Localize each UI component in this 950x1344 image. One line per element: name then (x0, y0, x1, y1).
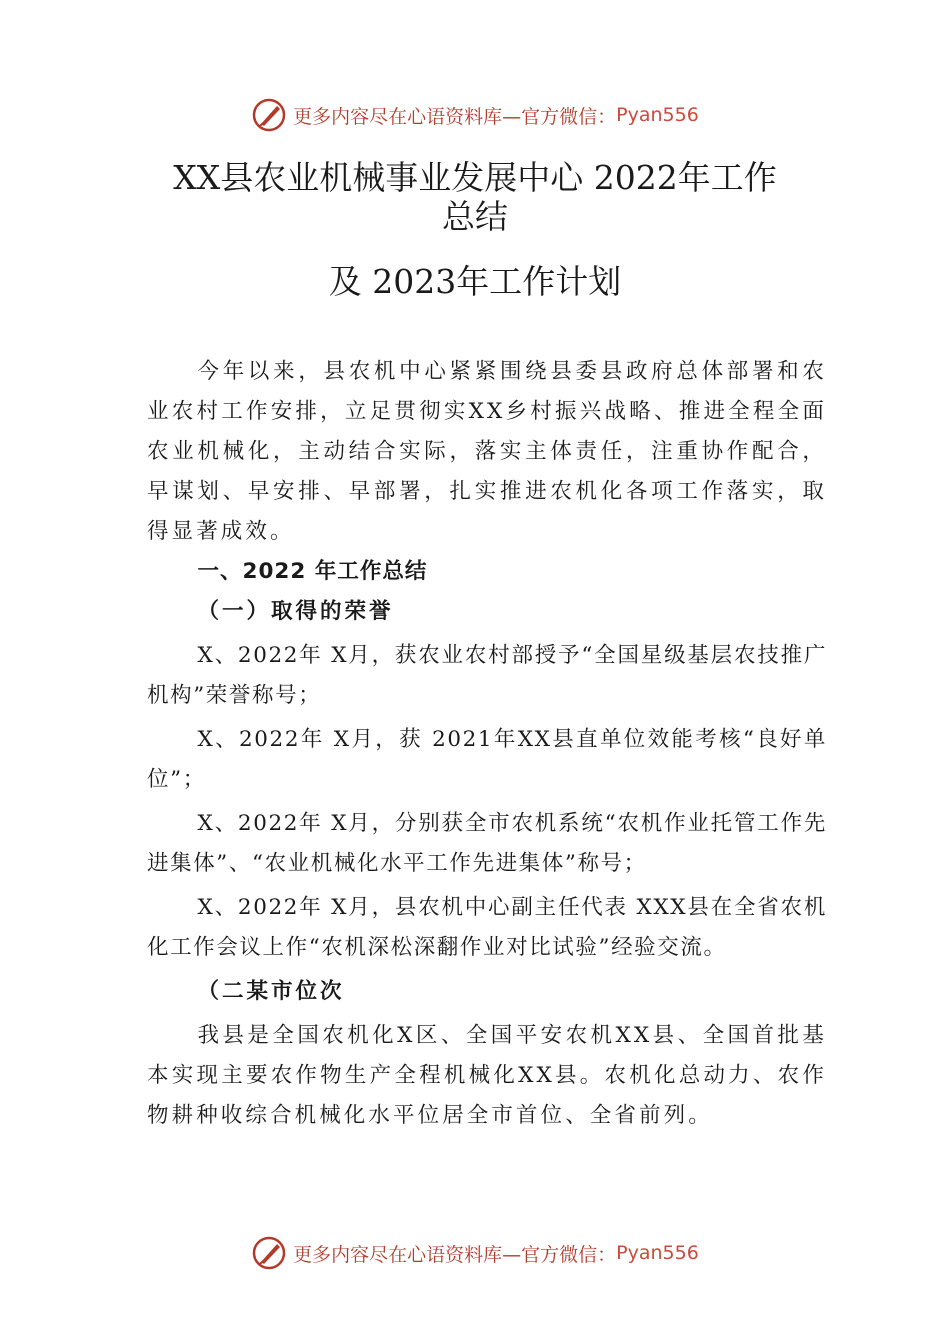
watermark-header (0, 95, 950, 135)
watermark-text: 更多内容尽在心语资料库—官方微信： (293, 1243, 617, 1266)
quill-pen-logo-icon (251, 97, 287, 133)
ranking-paragraph: 我县是全国农机化X区、全国平安农机XX县、全国首批基本实现主要农作物生产全程机械化XX县。农机化总动力、农作物耕种收综合机械化水平位居全市首位、全省前列。 (147, 1023, 827, 1128)
document-title-line-1: XX县农业机械事业发展中心 2022年工作 (173, 158, 777, 197)
watermark-footer (0, 1233, 950, 1273)
honor-item: X、2022年 X月，获 2021年XX县直单位效能考核“良好单位”； (147, 727, 827, 792)
document-title-line-2: 总结 (442, 197, 508, 236)
document-title-line-3: 及 2023年工作计划 (328, 262, 622, 301)
document-body (147, 352, 827, 1136)
watermark-text: 更多内容尽在心语资料库—官方微信： (293, 105, 617, 128)
watermark-wechat-id: Pyan556 (616, 1242, 699, 1264)
quill-pen-logo-icon (251, 1235, 287, 1271)
honor-item: X、2022年 X月，县农机中心副主任代表 XXX县在全省农机化工作会议上作“农机深松深翻作业对比试验”经验交流。 (147, 895, 827, 960)
subsection-heading-honors: （一）取得的荣誉 (197, 599, 394, 624)
honor-item: X、2022年 X月，获农业农村部授予“全国星级基层农技推广机构”荣誉称号； (147, 643, 827, 708)
section-heading-2022-summary: 一、2022 年工作总结 (197, 559, 428, 584)
subsection-heading-ranking: （二某市位次 (197, 979, 345, 1004)
honor-item: X、2022年 X月，分别获全市农机系统“农机作业托管工作先进集体”、“农业机械化水平工作先进集体”称号； (147, 811, 827, 876)
intro-paragraph: 今年以来，县农机中心紧紧围绕县委县政府总体部署和农业农村工作安排，立足贯彻实XX乡村振兴战略、推进全程全面农业机械化，主动结合实际，落实主体责任，注重协作配合，早谋划、早安排、早部署，扎实推进农机化各项工作落实，取得显著成效。 (147, 359, 827, 544)
watermark-wechat-id: Pyan556 (616, 104, 699, 126)
